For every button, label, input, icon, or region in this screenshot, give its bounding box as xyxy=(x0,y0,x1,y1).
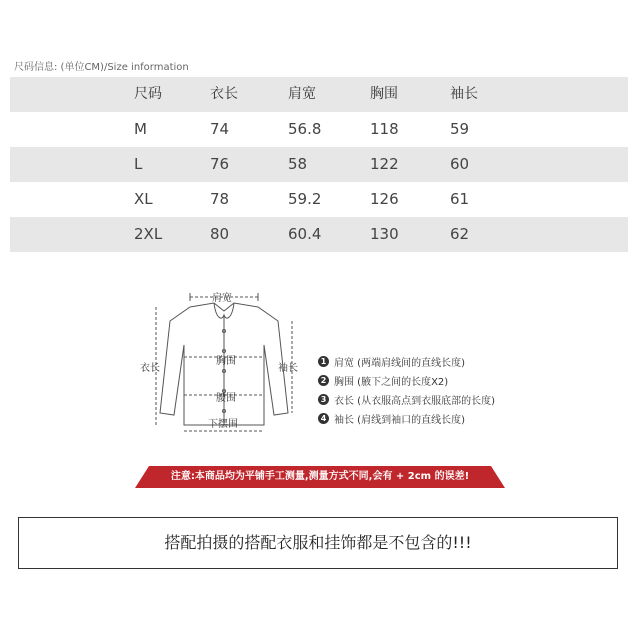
header-sleeve: 袖长 xyxy=(450,86,478,102)
legend-text: 胸围 (腋下之间的长度X2) xyxy=(334,377,449,388)
cell-chest: 122 xyxy=(370,155,399,173)
cell-size: 2XL xyxy=(134,225,163,243)
chest-label: 胸围 xyxy=(216,356,236,367)
accessories-note-text: 搭配拍摄的搭配衣服和挂饰都是不包含的!!! xyxy=(164,533,472,552)
table-header-row xyxy=(10,77,628,112)
table-row xyxy=(10,217,628,252)
cell-length: 76 xyxy=(210,155,230,173)
cell-sleeve: 59 xyxy=(450,120,470,138)
notice-banner xyxy=(135,466,505,488)
size-info-caption: 尺码信息: (单位CM)/Size information xyxy=(14,62,189,73)
number-badge-icon: 2 xyxy=(318,375,329,386)
legend-item xyxy=(318,409,495,428)
accessories-note-box xyxy=(18,517,618,569)
shoulder-label: 肩宽 xyxy=(212,293,232,304)
cell-sleeve: 60 xyxy=(450,155,470,173)
number-badge-icon: 1 xyxy=(318,356,329,367)
shirt-outline-graphic xyxy=(140,285,300,435)
table-row xyxy=(10,182,628,217)
legend-text: 肩宽 (两端肩线间的直线长度) xyxy=(334,358,465,369)
cell-size: XL xyxy=(134,190,153,208)
legend-item xyxy=(318,371,495,390)
cell-chest: 126 xyxy=(370,190,399,208)
header-length: 衣长 xyxy=(210,86,238,102)
cell-length: 74 xyxy=(210,120,230,138)
header-shoulder: 肩宽 xyxy=(288,86,316,102)
cell-size: L xyxy=(134,155,143,173)
number-badge-icon: 3 xyxy=(318,394,329,405)
hem-label: 下摆围 xyxy=(208,419,238,430)
cell-shoulder: 56.8 xyxy=(288,120,322,138)
table-row xyxy=(10,112,628,147)
cell-length: 80 xyxy=(210,225,230,243)
cell-shoulder: 59.2 xyxy=(288,190,322,208)
cell-chest: 130 xyxy=(370,225,399,243)
legend-item xyxy=(318,390,495,409)
cell-sleeve: 62 xyxy=(450,225,470,243)
cell-shoulder: 60.4 xyxy=(288,225,322,243)
cell-sleeve: 61 xyxy=(450,190,470,208)
waist-label: 腰围 xyxy=(216,393,236,404)
number-badge-icon: 4 xyxy=(318,413,329,424)
header-size: 尺码 xyxy=(134,86,162,102)
notice-text: 注意:本商品均为平铺手工测量,测量方式不同,会有 + 2cm 的误差! xyxy=(170,471,470,482)
sleeve-label: 袖长 xyxy=(278,363,298,374)
table-row xyxy=(10,147,628,182)
cell-length: 78 xyxy=(210,190,230,208)
legend-item xyxy=(318,352,495,371)
measurement-legend xyxy=(318,352,495,428)
legend-text: 衣长 (从衣服高点到衣服底部的长度) xyxy=(334,396,495,407)
header-chest: 胸围 xyxy=(370,86,398,102)
size-table xyxy=(10,77,628,252)
cell-chest: 118 xyxy=(370,120,399,138)
cell-size: M xyxy=(134,120,147,138)
cell-shoulder: 58 xyxy=(288,155,308,173)
legend-text: 袖长 (肩线到袖口的直线长度) xyxy=(334,415,465,426)
length-label: 衣长 xyxy=(140,363,160,374)
garment-measurement-diagram xyxy=(140,285,300,435)
